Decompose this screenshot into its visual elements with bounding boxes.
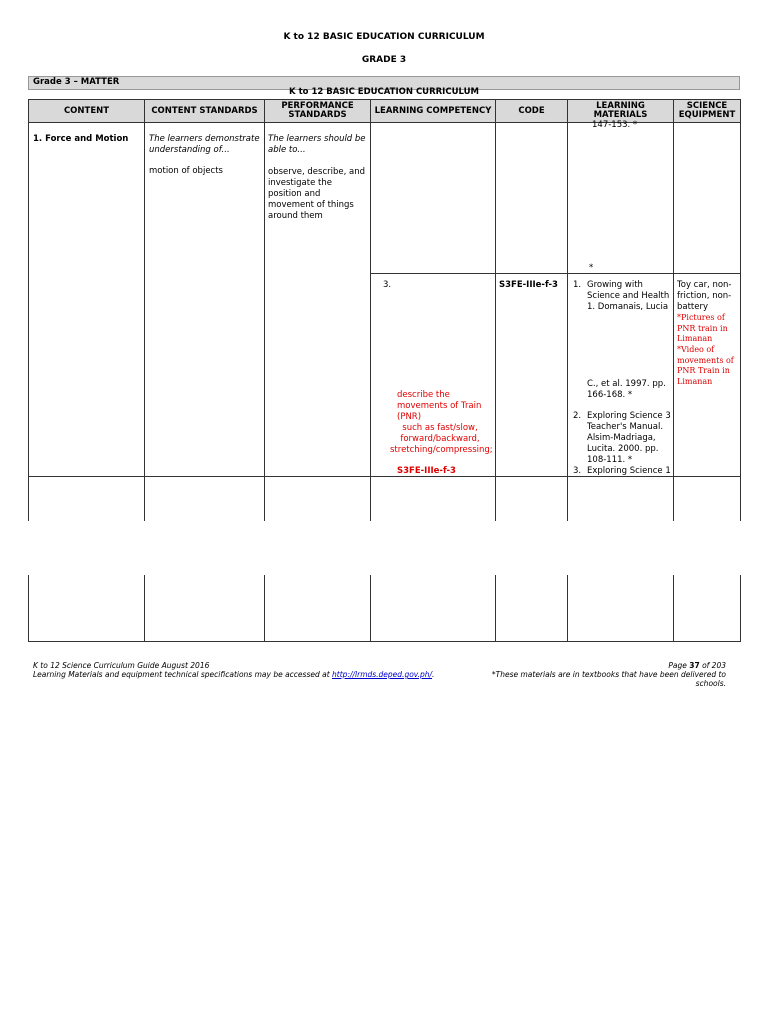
grid-line — [370, 575, 371, 641]
footer-page: Page 37 of 203 — [668, 661, 726, 670]
grid-line — [28, 123, 29, 521]
footer-access: Learning Materials and equipment technical specifications may be accessed at http://lrmds.deped.gov.ph/. — [33, 670, 435, 679]
grid-line — [144, 123, 145, 521]
grid-line — [673, 575, 674, 641]
footer-guide: K to 12 Science Curriculum Guide August 2016 — [33, 661, 210, 670]
col-header-learning-materials: LEARNING MATERIALS — [567, 99, 674, 123]
footer-note: *These materials are in textbooks that have been delivered to schools. — [491, 670, 726, 688]
content-standards-intro: The learners demonstrate understanding of... — [149, 134, 260, 155]
col-header-performance-standards: PERFORMANCE STANDARDS — [264, 99, 371, 123]
materials-top-text: 147-153. * — [592, 120, 638, 130]
footer-right — [480, 661, 726, 688]
performance-intro: The learners should be able to... — [268, 134, 366, 155]
footer-access-text: Learning Materials and equipment technical specifications may be accessed at — [33, 670, 330, 679]
grid-line — [144, 575, 145, 641]
list-item: 1. Growing with Science and Health 1. Domanais, Lucia — [573, 280, 670, 312]
grid-line — [673, 123, 674, 521]
competency-number: 3. — [383, 280, 392, 290]
list-item: 3. Exploring Science 1 — [573, 466, 671, 476]
list-item: 2. Exploring Science 3 Teacher's Manual. Alsim-Madriaga, Lucita. 2000. pp. 108-111. * — [573, 411, 671, 465]
grid-line — [567, 123, 568, 521]
grid-line — [567, 575, 568, 641]
equipment-text: Toy car, non-friction, non-battery — [677, 280, 732, 312]
competency-red-1: describe the movements of Train (PNR) — [397, 390, 482, 422]
lrmds-link[interactable]: http://lrmds.deped.gov.ph/ — [332, 670, 433, 679]
materials-list-2 — [573, 411, 671, 477]
materials-list — [573, 280, 671, 313]
competency-red-code: S3FE-IIIe-f-3 — [397, 466, 456, 476]
code-cell: S3FE-IIIe-f-3 — [499, 280, 558, 290]
performance-text: observe, describe, and investigate the position and movement of things around them — [268, 167, 366, 221]
document-title: K to 12 BASIC EDUCATION CURRICULUM — [283, 32, 485, 42]
col-header-content: CONTENT — [28, 99, 145, 123]
equipment-red-1: *Pictures of PNR train in Limanan — [677, 313, 728, 343]
grid-line — [264, 575, 265, 641]
col-header-code: CODE — [495, 99, 568, 123]
grid-line — [740, 123, 741, 521]
grid-line — [740, 575, 741, 641]
content-cell: 1. Force and Motion — [33, 134, 129, 144]
grid-line — [28, 641, 741, 642]
grid-line — [370, 273, 741, 274]
materials-item1-continued: C., et al. 1997. pp. 166-168. * — [587, 379, 666, 400]
grid-line — [264, 123, 265, 521]
col-header-content-standards: CONTENT STANDARDS — [144, 99, 265, 123]
competency-red-2: such as fast/slow, forward/backward, stretching/compressing; — [390, 423, 493, 455]
page-number: 37 — [689, 661, 700, 670]
col-header-learning-competency: LEARNING COMPETENCY — [370, 99, 496, 123]
equipment-red-2: *Video of movements of PNR Train in Limanan — [677, 345, 734, 386]
materials-star: * — [589, 263, 594, 273]
table-title: K to 12 BASIC EDUCATION CURRICULUM — [289, 87, 479, 97]
section-label: Grade 3 – MATTER — [33, 77, 120, 87]
content-standards-text: motion of objects — [149, 166, 223, 176]
col-header-science-equipment: SCIENCE EQUIPMENT — [673, 99, 741, 123]
grid-line — [495, 575, 496, 641]
footer-left — [33, 661, 493, 679]
grid-line — [495, 123, 496, 521]
grid-line — [370, 123, 371, 521]
grid-line — [28, 575, 29, 641]
grade-title: GRADE 3 — [361, 55, 407, 65]
